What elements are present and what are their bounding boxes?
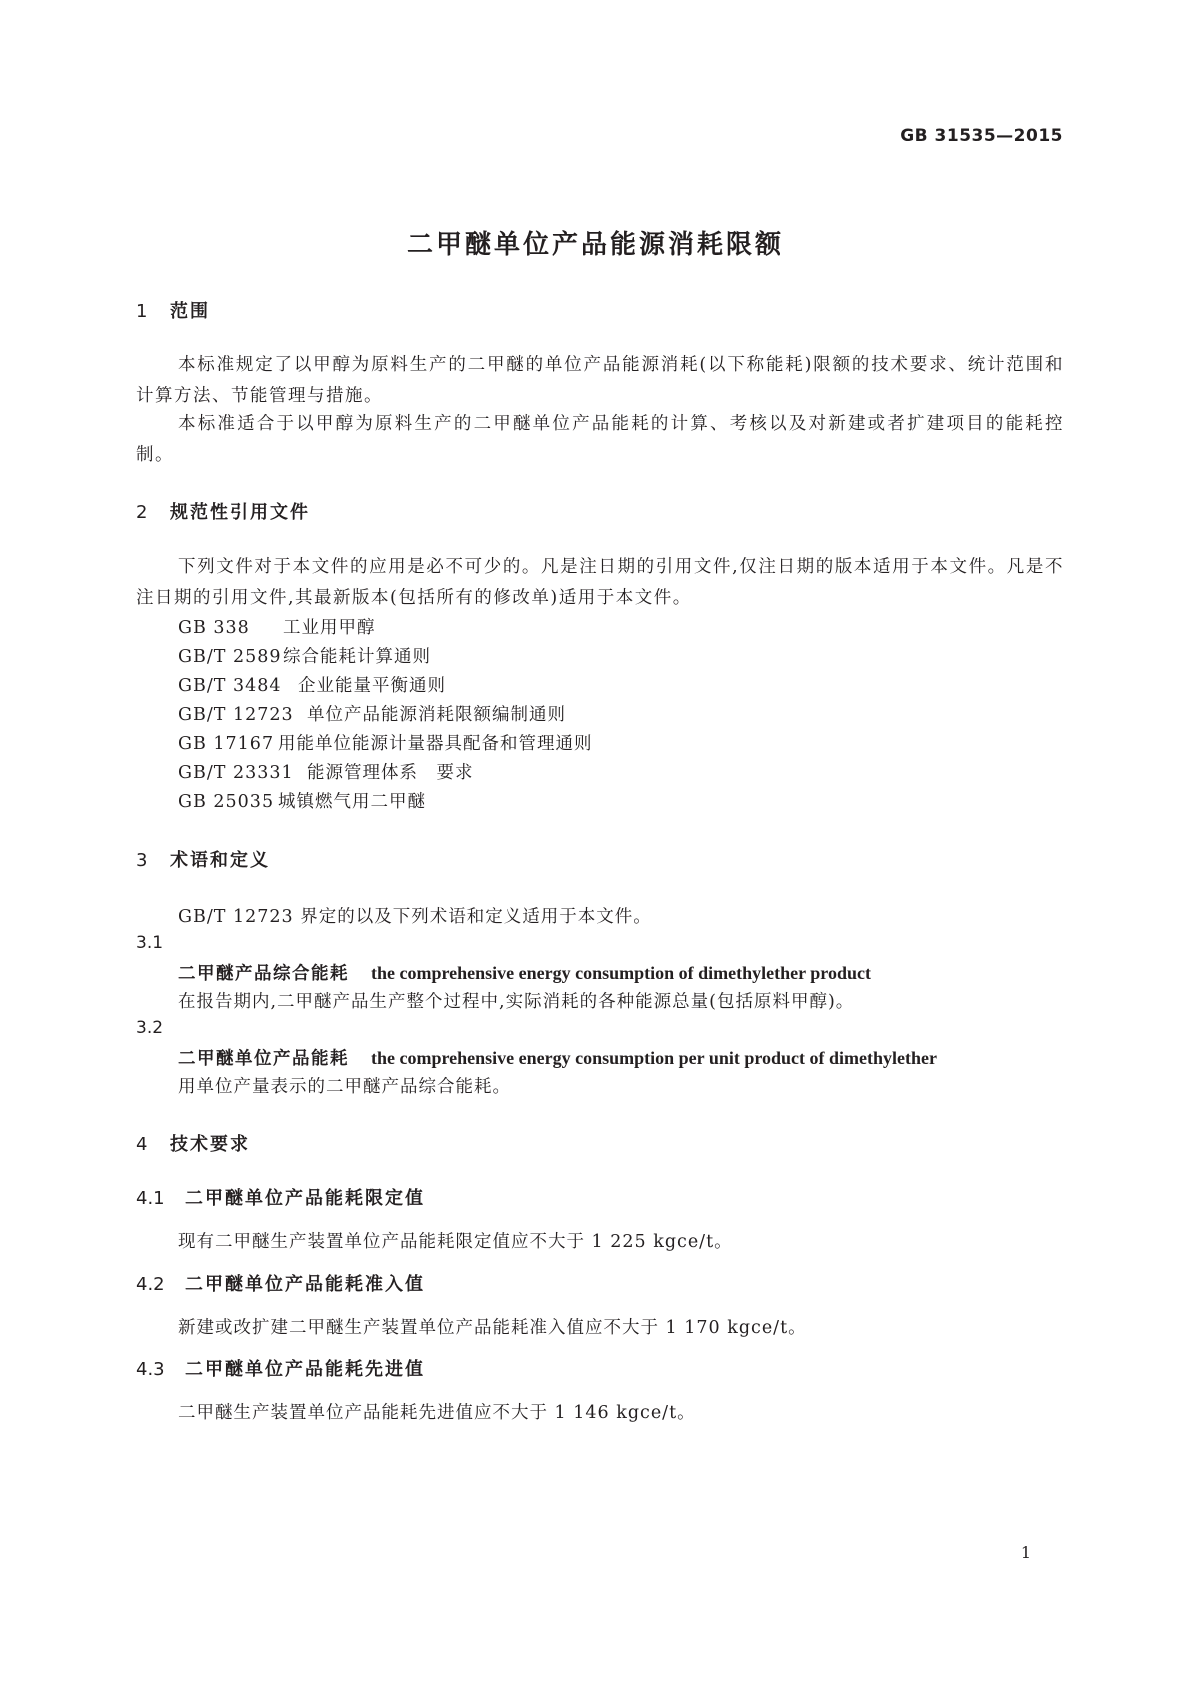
term-entry bbox=[178, 1045, 937, 1070]
reference-name: 工业用甲醇 bbox=[283, 618, 376, 638]
reference-code: GB/T 12723 bbox=[178, 705, 294, 725]
section-2-heading bbox=[136, 498, 310, 524]
document-title: 二甲醚单位产品能源消耗限额 bbox=[406, 230, 784, 260]
term-chinese: 二甲醚单位产品能耗 bbox=[178, 1049, 349, 1069]
section-title: 技术要求 bbox=[170, 1134, 250, 1155]
subsection-title: 二甲醚单位产品能耗先进值 bbox=[185, 1359, 425, 1380]
subsection-number: 4.2 bbox=[136, 1274, 165, 1295]
reference-code: GB 25035 bbox=[178, 792, 275, 812]
subsection-number: 4.3 bbox=[136, 1359, 165, 1380]
term-chinese: 二甲醚产品综合能耗 bbox=[178, 964, 349, 984]
term-number: 3.1 bbox=[136, 933, 164, 953]
section-number: 3 bbox=[136, 850, 148, 871]
subsection-4-1-heading bbox=[136, 1184, 425, 1210]
section-number: 1 bbox=[136, 301, 148, 322]
reference-name: 能源管理体系 要求 bbox=[307, 763, 474, 783]
reference-item bbox=[178, 672, 446, 697]
section-title: 术语和定义 bbox=[170, 850, 270, 871]
reference-item bbox=[178, 643, 431, 668]
term-english: the comprehensive energy consumption per unit product of dimethylether bbox=[371, 1048, 937, 1068]
reference-code: GB 338 bbox=[178, 618, 250, 638]
reference-code: GB/T 3484 bbox=[178, 676, 282, 696]
section-3-intro: GB/T 12723 界定的以及下列术语和定义适用于本文件。 bbox=[178, 907, 652, 927]
reference-name: 城镇燃气用二甲醚 bbox=[278, 792, 426, 812]
reference-code: GB/T 2589 bbox=[178, 647, 282, 667]
subsection-4-2-heading bbox=[136, 1270, 425, 1296]
reference-name: 单位产品能源消耗限额编制通则 bbox=[307, 705, 566, 725]
section-title: 规范性引用文件 bbox=[170, 502, 310, 523]
term-number: 3.2 bbox=[136, 1018, 164, 1038]
reference-code: GB 17167 bbox=[178, 734, 275, 754]
section-1-heading bbox=[136, 297, 210, 323]
term-english: the comprehensive energy consumption of dimethylether product bbox=[371, 963, 871, 983]
term-entry bbox=[178, 960, 871, 985]
section-4-heading bbox=[136, 1130, 250, 1156]
section-2-intro: 下列文件对于本文件的应用是必不可少的。凡是注日期的引用文件,仅注日期的版本适用于本文件。凡是不注日期的引用文件,其最新版本(包括所有的修改单)适用于本文件。 bbox=[136, 557, 1064, 608]
term-definition: 用单位产量表示的二甲醚产品综合能耗。 bbox=[178, 1077, 511, 1097]
reference-name: 综合能耗计算通则 bbox=[283, 647, 431, 667]
subsection-4-1-text: 现有二甲醚生产装置单位产品能耗限定值应不大于 1 225 kgce/t。 bbox=[178, 1232, 733, 1252]
section-3-heading bbox=[136, 846, 270, 872]
reference-item bbox=[178, 701, 566, 726]
subsection-title: 二甲醚单位产品能耗准入值 bbox=[185, 1274, 425, 1295]
reference-item bbox=[178, 759, 474, 784]
section-number: 4 bbox=[136, 1134, 148, 1155]
reference-code: GB/T 23331 bbox=[178, 763, 294, 783]
page-number: 1 bbox=[1020, 1543, 1031, 1562]
section-number: 2 bbox=[136, 502, 148, 523]
subsection-4-3-heading bbox=[136, 1355, 425, 1381]
reference-item bbox=[178, 614, 376, 639]
section-title: 范围 bbox=[170, 301, 210, 322]
subsection-4-3-text: 二甲醚生产装置单位产品能耗先进值应不大于 1 146 kgce/t。 bbox=[178, 1403, 696, 1423]
reference-item bbox=[178, 730, 593, 755]
reference-name: 企业能量平衡通则 bbox=[298, 676, 446, 696]
section-1-paragraph-2: 本标准适合于以甲醇为原料生产的二甲醚单位产品能耗的计算、考核以及对新建或者扩建项目的能耗控制。 bbox=[136, 414, 1064, 465]
subsection-4-2-text: 新建或改扩建二甲醚生产装置单位产品能耗准入值应不大于 1 170 kgce/t。 bbox=[178, 1318, 807, 1338]
standard-number: GB 31535—2015 bbox=[900, 126, 1063, 146]
reference-item bbox=[178, 788, 426, 813]
section-1-paragraph-1: 本标准规定了以甲醇为原料生产的二甲醚的单位产品能源消耗(以下称能耗)限额的技术要求、统计范围和计算方法、节能管理与措施。 bbox=[136, 355, 1064, 406]
term-definition: 在报告期内,二甲醚产品生产整个过程中,实际消耗的各种能源总量(包括原料甲醇)。 bbox=[178, 992, 855, 1012]
reference-name: 用能单位能源计量器具配备和管理通则 bbox=[278, 734, 593, 754]
subsection-title: 二甲醚单位产品能耗限定值 bbox=[185, 1188, 425, 1209]
subsection-number: 4.1 bbox=[136, 1188, 165, 1209]
